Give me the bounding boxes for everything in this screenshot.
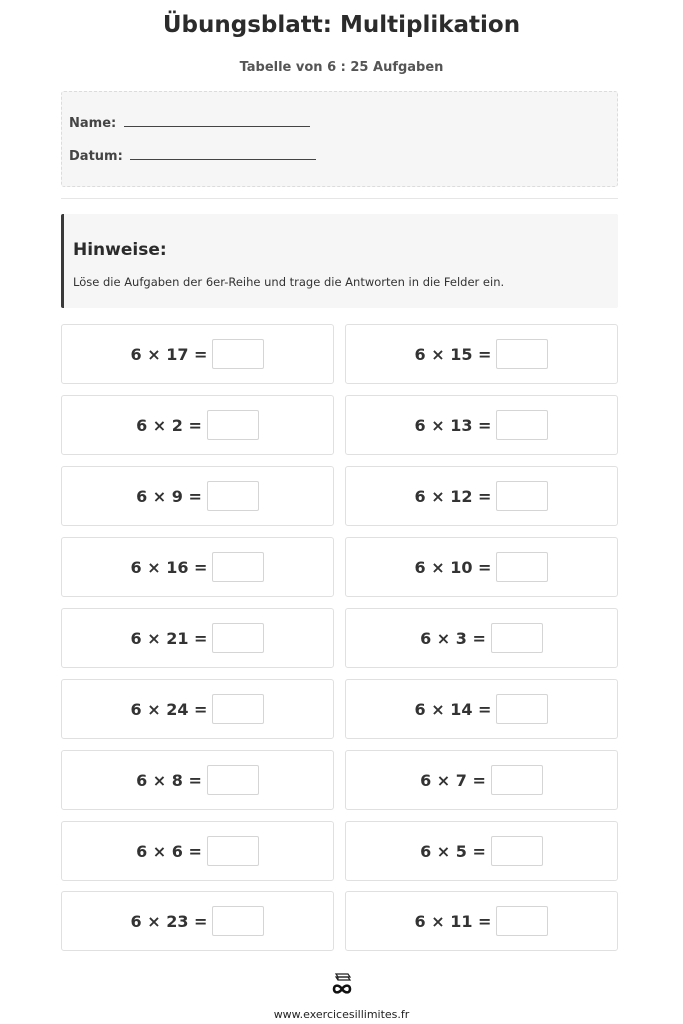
task-expression: 6 × 24 = (130, 699, 208, 719)
task-expression: 6 × 5 = (420, 841, 486, 861)
task-card (345, 750, 618, 810)
answer-box[interactable] (212, 552, 264, 582)
task-card (345, 395, 618, 455)
task-card (61, 891, 334, 951)
name-label: Name: (69, 116, 117, 131)
answer-box[interactable] (491, 836, 543, 866)
task-expression: 6 × 14 = (414, 699, 492, 719)
hints-title: Hinweise: (73, 240, 167, 260)
answer-box[interactable] (491, 765, 543, 795)
task-expression: 6 × 3 = (420, 628, 486, 648)
answer-box[interactable] (496, 694, 548, 724)
task-card (345, 679, 618, 739)
footer-url[interactable]: www.exercicesillimites.fr (273, 1008, 410, 1021)
answer-box[interactable] (207, 410, 259, 440)
task-expression: 6 × 6 = (136, 841, 202, 861)
date-label: Datum: (69, 149, 123, 164)
task-expression: 6 × 10 = (414, 557, 492, 577)
task-card (61, 395, 334, 455)
task-card (61, 608, 334, 668)
name-blank[interactable] (124, 126, 310, 127)
task-card (345, 891, 618, 951)
task-expression: 6 × 21 = (130, 628, 208, 648)
name-line (69, 116, 310, 131)
task-expression: 6 × 11 = (414, 911, 492, 931)
page-title: Übungsblatt: Multiplikation (162, 12, 521, 38)
task-card (345, 466, 618, 526)
task-expression: 6 × 23 = (130, 911, 208, 931)
answer-box[interactable] (212, 623, 264, 653)
task-card (345, 608, 618, 668)
task-expression: 6 × 17 = (130, 344, 208, 364)
answer-box[interactable] (496, 552, 548, 582)
task-expression: 6 × 8 = (136, 770, 202, 790)
task-expression: 6 × 12 = (414, 486, 492, 506)
hints-text: Löse die Aufgaben der 6er-Reihe und trage die Antworten in die Felder ein. (73, 275, 505, 289)
student-info-box (61, 91, 618, 187)
answer-box[interactable] (212, 906, 264, 936)
task-card (61, 324, 334, 384)
answer-box[interactable] (207, 765, 259, 795)
divider (61, 198, 618, 199)
answer-box[interactable] (491, 623, 543, 653)
task-expression: 6 × 15 = (414, 344, 492, 364)
task-expression: 6 × 7 = (420, 770, 486, 790)
task-card (61, 537, 334, 597)
task-card (61, 466, 334, 526)
answer-box[interactable] (496, 339, 548, 369)
infinity-book-logo-icon (325, 972, 359, 998)
hints-box (61, 214, 618, 308)
task-expression: 6 × 9 = (136, 486, 202, 506)
task-card (61, 750, 334, 810)
task-expression: 6 × 13 = (414, 415, 492, 435)
answer-box[interactable] (496, 906, 548, 936)
date-line (69, 149, 316, 164)
task-card (61, 679, 334, 739)
answer-box[interactable] (207, 481, 259, 511)
task-card (345, 821, 618, 881)
answer-box[interactable] (207, 836, 259, 866)
task-card (345, 324, 618, 384)
answer-box[interactable] (212, 339, 264, 369)
answer-box[interactable] (212, 694, 264, 724)
answer-box[interactable] (496, 481, 548, 511)
task-expression: 6 × 16 = (130, 557, 208, 577)
task-card (345, 537, 618, 597)
page-subtitle: Tabelle von 6 : 25 Aufgaben (239, 60, 444, 75)
task-card (61, 821, 334, 881)
date-blank[interactable] (130, 159, 316, 160)
answer-box[interactable] (496, 410, 548, 440)
task-expression: 6 × 2 = (136, 415, 202, 435)
